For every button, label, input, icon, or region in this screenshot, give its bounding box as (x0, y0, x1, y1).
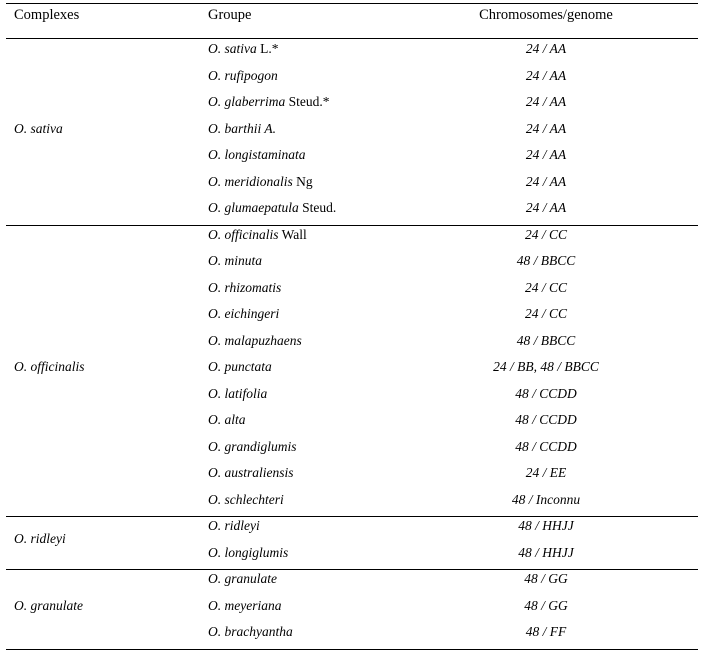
genus: O. (208, 253, 222, 268)
group-rule (6, 225, 698, 226)
bottom-rule (6, 649, 698, 650)
chromosome-cell: 48 / BBCC (516, 253, 576, 268)
species: longiglumis (224, 544, 289, 560)
chromosome-cell: 24 / CC (524, 279, 567, 295)
table-row (6, 174, 698, 200)
chromosome-cell: 24 / EE (525, 465, 567, 480)
complex-label: O. officinalis (14, 359, 85, 374)
species-cell (208, 306, 279, 322)
group-rule (6, 516, 698, 517)
species: schlechteri (224, 491, 284, 507)
chromosome-cell: 48 / GG (524, 571, 568, 586)
table-row (6, 412, 698, 438)
header-row (6, 7, 698, 33)
species: eichingeri (224, 306, 280, 321)
species-cell (208, 253, 262, 269)
genus: O. (208, 200, 222, 215)
species-cell (208, 492, 284, 508)
species: meyeriana (224, 597, 282, 613)
species-cell (208, 280, 281, 296)
genus: O. (208, 412, 222, 427)
author: Ng (296, 173, 313, 189)
table-row (6, 439, 698, 465)
species: grandiglumis (224, 438, 297, 454)
table-row (6, 571, 698, 597)
chromosome-cell: 24 / AA (525, 41, 567, 56)
genus: O. (208, 226, 222, 242)
species-cell (208, 41, 279, 57)
genus: O. (208, 385, 222, 401)
species: officinalis (224, 226, 279, 242)
table-row (6, 94, 698, 120)
species: brachyantha (224, 624, 293, 639)
chromosome-cell: 48 / HHJJ (518, 518, 574, 533)
species-cell (208, 386, 267, 402)
chromosome-cell: 24 / AA (525, 94, 567, 109)
author: Steud.* (288, 94, 330, 109)
species: punctata (224, 359, 272, 374)
table-row (6, 333, 698, 359)
genus: O. (208, 41, 222, 56)
chromosome-cell: 48 / GG (524, 597, 568, 613)
chromosome-cell: 24 / AA (525, 173, 567, 189)
chromosome-cell: 24 / CC (524, 226, 567, 242)
species: latifolia (224, 385, 268, 401)
author: Wall (281, 226, 307, 242)
species: ridleyi (224, 518, 260, 533)
genus: O. (208, 120, 222, 136)
header-groupe: Groupe (208, 7, 252, 23)
top-rule (6, 3, 698, 4)
species-cell (208, 465, 294, 481)
table-row (6, 386, 698, 412)
chromosome-cell: 24 / BB, 48 / BBCC (493, 359, 599, 374)
complex-label-row (6, 598, 698, 624)
genus: O. (208, 438, 222, 454)
complex-label: O. sativa (14, 120, 63, 136)
header-chromosomes: Chromosomes/genome (479, 7, 613, 23)
header-complexes: Complexes (14, 7, 80, 23)
species: malapuzhaens (224, 332, 302, 348)
species: glaberrima (224, 94, 286, 109)
chromosome-cell: 24 / AA (525, 147, 567, 162)
species: glumaepatula (224, 200, 299, 215)
species-cell (208, 412, 246, 428)
author: L.* (260, 41, 279, 56)
table-row (6, 465, 698, 491)
genus: O. (208, 306, 222, 321)
species-cell (208, 174, 313, 190)
genus: O. (208, 518, 222, 533)
species: longistaminata (224, 147, 306, 162)
table-row (6, 147, 698, 173)
chromosome-cell: 24 / AA (525, 120, 567, 136)
species-cell (208, 147, 306, 163)
genus: O. (208, 465, 222, 480)
table-row (6, 280, 698, 306)
species-cell (208, 68, 278, 84)
chromosome-cell: 48 / BBCC (516, 332, 576, 348)
genus: O. (208, 173, 222, 189)
species: alta (224, 412, 246, 427)
chromosome-cell: 48 / Inconnu (511, 491, 581, 507)
author: Steud. (302, 200, 337, 215)
genus: O. (208, 544, 222, 560)
genus: O. (208, 571, 222, 586)
table-row (6, 200, 698, 226)
species-cell (208, 333, 302, 349)
genus: O. (208, 147, 222, 162)
complex-label-row (6, 121, 698, 147)
chromosome-cell: 48 / CCDD (515, 385, 577, 401)
species: sativa (224, 41, 257, 56)
species: meridionalis (224, 173, 293, 189)
genus: O. (208, 332, 222, 348)
species: minuta (224, 253, 263, 268)
species-cell (208, 227, 307, 243)
chromosome-cell: 24 / CC (524, 306, 567, 321)
complex-label: O. granulate (14, 597, 83, 613)
chromosome-cell: 48 / CCDD (515, 412, 577, 427)
species-cell (208, 94, 330, 110)
chromosome-cell: 48 / FF (525, 624, 567, 639)
table-row (6, 492, 698, 518)
genus: O. (208, 67, 222, 83)
table-row (6, 41, 698, 67)
species: rhizomatis (224, 279, 282, 295)
species: australiensis (224, 465, 294, 480)
genus: O. (208, 279, 222, 295)
chromosome-cell: 24 / AA (525, 200, 567, 215)
table-row (6, 624, 698, 650)
table-row (6, 253, 698, 279)
species: rufipogon (224, 67, 278, 83)
species-cell (208, 571, 277, 587)
table-row (6, 227, 698, 253)
genus: O. (208, 624, 222, 639)
complex-label: O. ridleyi (14, 531, 66, 547)
species-cell (208, 624, 293, 640)
genus: O. (208, 94, 222, 109)
species-cell (208, 200, 336, 216)
header-rule (6, 38, 698, 39)
genus: O. (208, 597, 222, 613)
genus: O. (208, 491, 222, 507)
chromosome-cell: 48 / HHJJ (518, 544, 574, 560)
chromosome-cell: 48 / CCDD (515, 438, 577, 454)
chromosome-cell: 24 / AA (525, 67, 567, 83)
species: granulate (224, 571, 277, 586)
species: barthii A. (224, 120, 277, 136)
species-cell (208, 439, 297, 455)
complex-label-row (6, 531, 698, 557)
table-row (6, 68, 698, 94)
group-rule (6, 569, 698, 570)
complex-label-row (6, 359, 698, 385)
genus: O. (208, 359, 222, 374)
table-row (6, 306, 698, 332)
